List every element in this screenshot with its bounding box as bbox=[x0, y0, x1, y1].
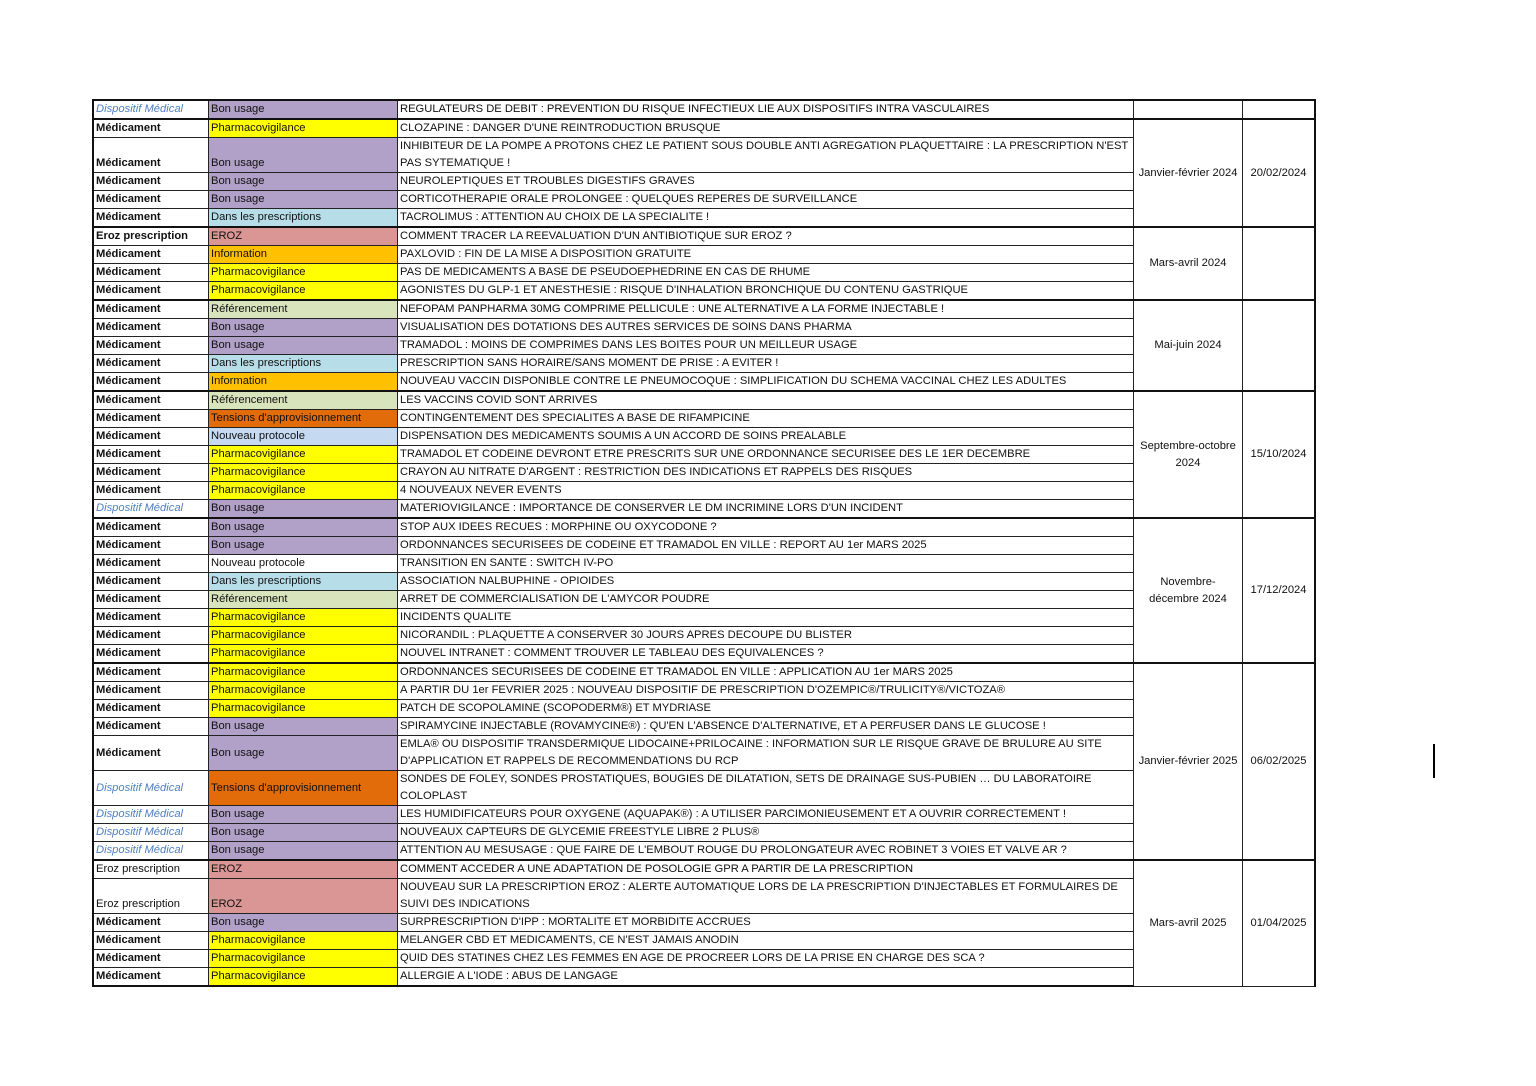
type-cell: Eroz prescription bbox=[93, 879, 209, 914]
type-cell: Médicament bbox=[93, 591, 209, 609]
type-cell: Médicament bbox=[93, 950, 209, 968]
type-cell: Médicament bbox=[93, 191, 209, 209]
table-row bbox=[93, 879, 1315, 914]
type-cell: Médicament bbox=[93, 446, 209, 464]
title-cell: TRAMADOL ET CODEINE DEVRONT ETRE PRESCRITS SUR UNE ORDONNANCE SECURISEE DES LE 1ER DECEMBRE bbox=[398, 446, 1134, 464]
period-cell: Janvier-février 2025 bbox=[1134, 663, 1243, 860]
title-cell: INHIBITEUR DE LA POMPE A PROTONS CHEZ LE PATIENT SOUS DOUBLE ANTI AGREGATION PLAQUETTAIRE : LA PRESCRIPTION N'EST PAS SYTEMATIQUE ! bbox=[398, 138, 1134, 173]
type-cell: Médicament bbox=[93, 373, 209, 392]
type-cell: Médicament bbox=[93, 645, 209, 664]
category-cell: Pharmacovigilance bbox=[209, 609, 398, 627]
type-cell: Médicament bbox=[93, 718, 209, 736]
type-cell: Dispositif Médical bbox=[93, 824, 209, 842]
type-cell: Médicament bbox=[93, 663, 209, 682]
title-cell: NOUVEL INTRANET : COMMENT TROUVER LE TABLEAU DES EQUIVALENCES ? bbox=[398, 645, 1134, 664]
table-row bbox=[93, 209, 1315, 228]
date-cell bbox=[1243, 100, 1316, 119]
table-row bbox=[93, 410, 1315, 428]
table-row bbox=[93, 771, 1315, 806]
table-row bbox=[93, 100, 1315, 119]
table-row bbox=[93, 700, 1315, 718]
category-cell: Bon usage bbox=[209, 718, 398, 736]
period-cell: Septembre-octobre 2024 bbox=[1134, 391, 1243, 518]
date-cell: 17/12/2024 bbox=[1243, 518, 1316, 663]
title-cell: MATERIOVIGILANCE : IMPORTANCE DE CONSERVER LE DM INCRIMINE LORS D'UN INCIDENT bbox=[398, 500, 1134, 519]
category-cell: Bon usage bbox=[209, 806, 398, 824]
type-cell: Médicament bbox=[93, 428, 209, 446]
type-cell: Médicament bbox=[93, 482, 209, 500]
type-cell: Dispositif Médical bbox=[93, 842, 209, 861]
table-row bbox=[93, 860, 1315, 879]
table-row bbox=[93, 264, 1315, 282]
type-cell: Médicament bbox=[93, 337, 209, 355]
category-cell: Nouveau protocole bbox=[209, 555, 398, 573]
category-cell: Nouveau protocole bbox=[209, 428, 398, 446]
title-cell: COMMENT ACCEDER A UNE ADAPTATION DE POSOLOGIE GPR A PARTIR DE LA PRESCRIPTION bbox=[398, 860, 1134, 879]
title-cell: NOUVEAU VACCIN DISPONIBLE CONTRE LE PNEUMOCOQUE : SIMPLIFICATION DU SCHEMA VACCINAL CHEZ LES ADULTES bbox=[398, 373, 1134, 392]
title-cell: LES VACCINS COVID SONT ARRIVES bbox=[398, 391, 1134, 410]
table-row bbox=[93, 246, 1315, 264]
table-row bbox=[93, 300, 1315, 319]
title-cell: ORDONNANCES SECURISEES DE CODEINE ET TRAMADOL EN VILLE : REPORT AU 1er MARS 2025 bbox=[398, 537, 1134, 555]
type-cell: Eroz prescription bbox=[93, 227, 209, 246]
category-cell: Pharmacovigilance bbox=[209, 932, 398, 950]
title-cell: ATTENTION AU MESUSAGE : QUE FAIRE DE L'EMBOUT ROUGE DU PROLONGATEUR AVEC ROBINET 3 VOIES ET VALVE AR ? bbox=[398, 842, 1134, 861]
category-cell: Référencement bbox=[209, 391, 398, 410]
title-cell: AGONISTES DU GLP-1 ET ANESTHESIE : RISQUE D'INHALATION BRONCHIQUE DU CONTENU GASTRIQUE bbox=[398, 282, 1134, 301]
category-cell: Bon usage bbox=[209, 518, 398, 537]
table-row bbox=[93, 518, 1315, 537]
title-cell: PATCH DE SCOPOLAMINE (SCOPODERM®) ET MYDRIASE bbox=[398, 700, 1134, 718]
type-cell: Médicament bbox=[93, 968, 209, 987]
category-cell: Bon usage bbox=[209, 914, 398, 932]
title-cell: 4 NOUVEAUX NEVER EVENTS bbox=[398, 482, 1134, 500]
title-cell: NOUVEAUX CAPTEURS DE GLYCEMIE FREESTYLE LIBRE 2 PLUS® bbox=[398, 824, 1134, 842]
type-cell: Dispositif Médical bbox=[93, 500, 209, 519]
category-cell: Bon usage bbox=[209, 842, 398, 861]
table-row bbox=[93, 718, 1315, 736]
category-cell: Bon usage bbox=[209, 100, 398, 119]
category-cell: EROZ bbox=[209, 879, 398, 914]
table-row bbox=[93, 736, 1315, 771]
period-cell: Mars-avril 2024 bbox=[1134, 227, 1243, 300]
table-row bbox=[93, 227, 1315, 246]
category-cell: Tensions d'approvisionnement bbox=[209, 410, 398, 428]
category-cell: Dans les prescriptions bbox=[209, 355, 398, 373]
table-row bbox=[93, 914, 1315, 932]
table-row bbox=[93, 464, 1315, 482]
title-cell: ASSOCIATION NALBUPHINE - OPIOIDES bbox=[398, 573, 1134, 591]
table-row bbox=[93, 446, 1315, 464]
category-cell: Pharmacovigilance bbox=[209, 119, 398, 138]
date-cell: 06/02/2025 bbox=[1243, 663, 1316, 860]
category-cell: Dans les prescriptions bbox=[209, 573, 398, 591]
category-cell: EROZ bbox=[209, 227, 398, 246]
title-cell: MELANGER CBD ET MEDICAMENTS, CE N'EST JAMAIS ANODIN bbox=[398, 932, 1134, 950]
table-row bbox=[93, 191, 1315, 209]
table-row bbox=[93, 391, 1315, 410]
category-cell: Pharmacovigilance bbox=[209, 282, 398, 301]
table-row bbox=[93, 337, 1315, 355]
category-cell: Pharmacovigilance bbox=[209, 968, 398, 987]
type-cell: Médicament bbox=[93, 264, 209, 282]
type-cell: Médicament bbox=[93, 282, 209, 301]
table-row bbox=[93, 282, 1315, 301]
period-cell: Mai-juin 2024 bbox=[1134, 300, 1243, 391]
title-cell: REGULATEURS DE DEBIT : PREVENTION DU RISQUE INFECTIEUX LIE AUX DISPOSITIFS INTRA VASCULAIRES bbox=[398, 100, 1134, 119]
category-cell: Bon usage bbox=[209, 173, 398, 191]
title-cell: COMMENT TRACER LA REEVALUATION D'UN ANTIBIOTIQUE SUR EROZ ? bbox=[398, 227, 1134, 246]
table-row bbox=[93, 555, 1315, 573]
period-cell bbox=[1134, 100, 1243, 119]
title-cell: TRANSITION EN SANTE : SWITCH IV-PO bbox=[398, 555, 1134, 573]
period-cell: Janvier-février 2024 bbox=[1134, 119, 1243, 227]
type-cell: Médicament bbox=[93, 537, 209, 555]
type-cell: Médicament bbox=[93, 173, 209, 191]
type-cell: Médicament bbox=[93, 932, 209, 950]
type-cell: Médicament bbox=[93, 914, 209, 932]
table-row bbox=[93, 355, 1315, 373]
table-row bbox=[93, 319, 1315, 337]
title-cell: A PARTIR DU 1er FEVRIER 2025 : NOUVEAU DISPOSITIF DE PRESCRIPTION D'OZEMPIC®/TRULICITY®/VICTOZA® bbox=[398, 682, 1134, 700]
type-cell: Dispositif Médical bbox=[93, 771, 209, 806]
category-cell: Pharmacovigilance bbox=[209, 645, 398, 664]
title-cell: LES HUMIDIFICATEURS POUR OXYGENE (AQUAPAK®) : A UTILISER PARCIMONIEUSEMENT ET A OUVRIR CORRECTEMENT ! bbox=[398, 806, 1134, 824]
category-cell: Information bbox=[209, 373, 398, 392]
table-row bbox=[93, 119, 1315, 138]
category-cell: Bon usage bbox=[209, 138, 398, 173]
category-cell: Pharmacovigilance bbox=[209, 682, 398, 700]
category-cell: Tensions d'approvisionnement bbox=[209, 771, 398, 806]
title-cell: TRAMADOL : MOINS DE COMPRIMES DANS LES BOITES POUR UN MEILLEUR USAGE bbox=[398, 337, 1134, 355]
title-cell: VISUALISATION DES DOTATIONS DES AUTRES SERVICES DE SOINS DANS PHARMA bbox=[398, 319, 1134, 337]
category-cell: Dans les prescriptions bbox=[209, 209, 398, 228]
type-cell: Médicament bbox=[93, 319, 209, 337]
category-cell: Bon usage bbox=[209, 319, 398, 337]
title-cell: NEFOPAM PANPHARMA 30MG COMPRIME PELLICULE : UNE ALTERNATIVE A LA FORME INJECTABLE ! bbox=[398, 300, 1134, 319]
title-cell: QUID DES STATINES CHEZ LES FEMMES EN AGE DE PROCREER LORS DE LA PRISE EN CHARGE DES SCA ? bbox=[398, 950, 1134, 968]
title-cell: NICORANDIL : PLAQUETTE A CONSERVER 30 JOURS APRES DECOUPE DU BLISTER bbox=[398, 627, 1134, 645]
title-cell: TACROLIMUS : ATTENTION AU CHOIX DE LA SPECIALITE ! bbox=[398, 209, 1134, 228]
category-cell: EROZ bbox=[209, 860, 398, 879]
type-cell: Médicament bbox=[93, 464, 209, 482]
table-row bbox=[93, 173, 1315, 191]
category-cell: Pharmacovigilance bbox=[209, 950, 398, 968]
period-cell: Mars-avril 2025 bbox=[1134, 860, 1243, 986]
title-cell: STOP AUX IDEES RECUES : MORPHINE OU OXYCODONE ? bbox=[398, 518, 1134, 537]
category-cell: Bon usage bbox=[209, 537, 398, 555]
table-row bbox=[93, 428, 1315, 446]
title-cell: CORTICOTHERAPIE ORALE PROLONGEE : QUELQUES REPERES DE SURVEILLANCE bbox=[398, 191, 1134, 209]
table-row bbox=[93, 537, 1315, 555]
type-cell: Médicament bbox=[93, 573, 209, 591]
table-row bbox=[93, 842, 1315, 861]
title-cell: ALLERGIE A L'IODE : ABUS DE LANGAGE bbox=[398, 968, 1134, 987]
category-cell: Bon usage bbox=[209, 500, 398, 519]
date-cell bbox=[1243, 300, 1316, 391]
period-cell: Novembre-décembre 2024 bbox=[1134, 518, 1243, 663]
table-row bbox=[93, 968, 1315, 987]
title-cell: CONTINGENTEMENT DES SPECIALITES A BASE DE RIFAMPICINE bbox=[398, 410, 1134, 428]
title-cell: PAXLOVID : FIN DE LA MISE A DISPOSITION GRATUITE bbox=[398, 246, 1134, 264]
table-row bbox=[93, 806, 1315, 824]
type-cell: Médicament bbox=[93, 300, 209, 319]
type-cell: Médicament bbox=[93, 246, 209, 264]
table-body bbox=[93, 100, 1315, 986]
category-cell: Bon usage bbox=[209, 824, 398, 842]
category-cell: Pharmacovigilance bbox=[209, 700, 398, 718]
type-cell: Eroz prescription bbox=[93, 860, 209, 879]
title-cell: SURPRESCRIPTION D'IPP : MORTALITE ET MORBIDITE ACCRUES bbox=[398, 914, 1134, 932]
date-cell: 20/02/2024 bbox=[1243, 119, 1316, 227]
table-row bbox=[93, 682, 1315, 700]
category-cell: Référencement bbox=[209, 300, 398, 319]
type-cell: Médicament bbox=[93, 209, 209, 228]
type-cell: Médicament bbox=[93, 119, 209, 138]
category-cell: Information bbox=[209, 246, 398, 264]
title-cell: NOUVEAU SUR LA PRESCRIPTION EROZ : ALERTE AUTOMATIQUE LORS DE LA PRESCRIPTION D'INJECTABLES ET FORMULAIRES DE SUIVI DES INDICATIONS bbox=[398, 879, 1134, 914]
date-cell: 01/04/2025 bbox=[1243, 860, 1316, 986]
table-row bbox=[93, 824, 1315, 842]
title-cell: SONDES DE FOLEY, SONDES PROSTATIQUES, BOUGIES DE DILATATION, SETS DE DRAINAGE SUS-PUBIEN … DU LABORATOIRE COLOPLAST bbox=[398, 771, 1134, 806]
title-cell: ORDONNANCES SECURISEES DE CODEINE ET TRAMADOL EN VILLE : APPLICATION AU 1er MARS 2025 bbox=[398, 663, 1134, 682]
type-cell: Dispositif Médical bbox=[93, 806, 209, 824]
type-cell: Dispositif Médical bbox=[93, 100, 209, 119]
title-cell: PRESCRIPTION SANS HORAIRE/SANS MOMENT DE PRISE : A EVITER ! bbox=[398, 355, 1134, 373]
type-cell: Médicament bbox=[93, 138, 209, 173]
category-cell: Bon usage bbox=[209, 337, 398, 355]
table-row bbox=[93, 573, 1315, 591]
type-cell: Médicament bbox=[93, 736, 209, 771]
title-cell: NEUROLEPTIQUES ET TROUBLES DIGESTIFS GRAVES bbox=[398, 173, 1134, 191]
title-cell: SPIRAMYCINE INJECTABLE (ROVAMYCINE®) : QU'EN L'ABSENCE D'ALTERNATIVE, ET A PERFUSER DANS LE GLUCOSE ! bbox=[398, 718, 1134, 736]
type-cell: Médicament bbox=[93, 682, 209, 700]
table-row bbox=[93, 373, 1315, 392]
title-cell: ARRET DE COMMERCIALISATION DE L'AMYCOR POUDRE bbox=[398, 591, 1134, 609]
category-cell: Pharmacovigilance bbox=[209, 482, 398, 500]
text-cursor bbox=[1433, 744, 1435, 778]
table-row bbox=[93, 500, 1315, 519]
table-row bbox=[93, 609, 1315, 627]
table-row bbox=[93, 663, 1315, 682]
type-cell: Médicament bbox=[93, 609, 209, 627]
category-cell: Pharmacovigilance bbox=[209, 464, 398, 482]
title-cell: CLOZAPINE : DANGER D'UNE REINTRODUCTION BRUSQUE bbox=[398, 119, 1134, 138]
table-row bbox=[93, 950, 1315, 968]
table-row bbox=[93, 138, 1315, 173]
table-row bbox=[93, 591, 1315, 609]
title-cell: DISPENSATION DES MEDICAMENTS SOUMIS A UN ACCORD DE SOINS PREALABLE bbox=[398, 428, 1134, 446]
category-cell: Pharmacovigilance bbox=[209, 627, 398, 645]
title-cell: INCIDENTS QUALITE bbox=[398, 609, 1134, 627]
title-cell: EMLA® OU DISPOSITIF TRANSDERMIQUE LIDOCAINE+PRILOCAINE : INFORMATION SUR LE RISQUE GRAVE DE BRULURE AU SITE D'APPLICATION ET RAPPELS DE RECOMMENDATIONS DU RCP bbox=[398, 736, 1134, 771]
table-row bbox=[93, 482, 1315, 500]
title-cell: PAS DE MEDICAMENTS A BASE DE PSEUDOEPHEDRINE EN CAS DE RHUME bbox=[398, 264, 1134, 282]
type-cell: Médicament bbox=[93, 518, 209, 537]
date-cell: 15/10/2024 bbox=[1243, 391, 1316, 518]
date-cell bbox=[1243, 227, 1316, 300]
category-cell: Pharmacovigilance bbox=[209, 663, 398, 682]
category-cell: Pharmacovigilance bbox=[209, 264, 398, 282]
title-cell: CRAYON AU NITRATE D'ARGENT : RESTRICTION DES INDICATIONS ET RAPPELS DES RISQUES bbox=[398, 464, 1134, 482]
newsletter-table bbox=[92, 99, 1316, 987]
type-cell: Médicament bbox=[93, 627, 209, 645]
table-row bbox=[93, 932, 1315, 950]
category-cell: Référencement bbox=[209, 591, 398, 609]
type-cell: Médicament bbox=[93, 391, 209, 410]
category-cell: Pharmacovigilance bbox=[209, 446, 398, 464]
type-cell: Médicament bbox=[93, 700, 209, 718]
category-cell: Bon usage bbox=[209, 736, 398, 771]
type-cell: Médicament bbox=[93, 355, 209, 373]
type-cell: Médicament bbox=[93, 410, 209, 428]
category-cell: Bon usage bbox=[209, 191, 398, 209]
type-cell: Médicament bbox=[93, 555, 209, 573]
table-row bbox=[93, 627, 1315, 645]
table-row bbox=[93, 645, 1315, 664]
